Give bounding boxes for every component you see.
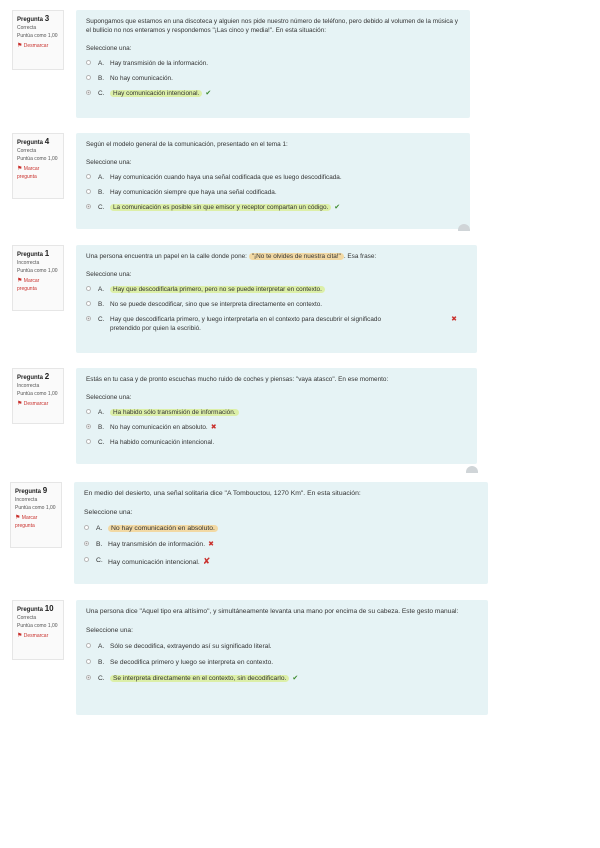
question-label: Pregunta [17, 252, 44, 258]
radio-button[interactable] [86, 301, 91, 306]
question-state: Incorrecta [17, 383, 40, 389]
answer-option-b[interactable] [86, 74, 460, 83]
answer-letter: B. [98, 301, 105, 308]
question-label: Pregunta [17, 140, 44, 146]
question-number: 4 [44, 137, 50, 146]
answer-text: Hay que descodificarla primero, y luego interpretarla en el contexto para descubrir el significado pretendido por quien la escribió. [110, 316, 382, 332]
question-number: 9 [42, 486, 48, 495]
question-text: Una persona encuentra un papel en la calle donde pone: "¡No te olvides de nuestra cita!" . Esa frase: [86, 253, 377, 260]
question-content [76, 10, 470, 118]
question-content [76, 245, 477, 353]
answer-letter: C. [96, 557, 103, 564]
radio-button[interactable] [86, 286, 91, 291]
question-4 [12, 133, 470, 229]
question-number: 10 [44, 604, 54, 613]
answer-letter: A. [96, 525, 103, 532]
radio-button[interactable] [86, 643, 91, 648]
answer-text: Hay transmisión de información. [108, 541, 206, 548]
flag-label: Desmarcar [23, 633, 49, 639]
answer-text: Hay que descodificarla primero, pero no se puede interpretar en contexto. [110, 286, 325, 293]
question-content [76, 600, 488, 715]
question-10 [12, 600, 488, 715]
radio-button-selected[interactable] [86, 204, 91, 209]
flag-icon: ⚑ [17, 633, 23, 639]
answer-option-c[interactable] [86, 438, 467, 447]
answer-text: Sólo se decodifica, extrayendo así su significado literal. [110, 643, 272, 650]
answer-text: Se interpreta directamente en el contexto, sin decodificarlo. [110, 675, 289, 682]
question-content [74, 482, 488, 584]
check-icon: ✔ [205, 90, 212, 97]
answer-text: Hay comunicación intencional. [110, 90, 202, 97]
flag-label: Marcar pregunta [17, 166, 40, 180]
answer-letter: A. [98, 286, 105, 293]
answer-option-a[interactable] [86, 59, 460, 68]
flag-label: Marcar pregunta [15, 515, 38, 529]
question-info [12, 368, 64, 424]
question-score: Puntúa como 1,00 [17, 33, 58, 39]
question-label: Pregunta [15, 489, 42, 495]
flag-label: Desmarcar [23, 401, 49, 407]
select-prompt: Seleccione una: [86, 394, 132, 401]
question-number: 1 [44, 249, 50, 258]
question-text: Una persona dice "Aquel tipo era altísimo", y simultáneamente levanta una mano por encima de su cabeza. Este gesto manual: [86, 608, 459, 615]
radio-button[interactable] [86, 189, 91, 194]
flag-toggle[interactable] [17, 277, 59, 293]
radio-button-selected[interactable] [84, 541, 89, 546]
radio-button[interactable] [86, 174, 91, 179]
question-state: Correcta [17, 25, 37, 31]
question-text: Supongamos que estamos en una discoteca y alguien nos pide nuestro número de teléfono, pero debido al volumen de la música y el bullicio no nos enteramos y respondemos "¡Las cinco y media!". En esta situación: [86, 18, 458, 34]
answer-option-c[interactable] [84, 556, 478, 568]
answer-option-c[interactable] [86, 674, 478, 684]
answer-text: Se decodifica primero y luego se interpreta en contexto. [110, 659, 274, 666]
select-prompt: Seleccione una: [86, 159, 132, 166]
question-9 [10, 482, 488, 584]
answer-letter: B. [98, 424, 105, 431]
question-text: Estás en tu casa y de pronto escuchas mucho ruido de coches y piensas: "vaya atasco". En ese momento: [86, 376, 389, 383]
answer-option-b[interactable] [84, 540, 478, 550]
answer-letter: C. [98, 439, 105, 446]
flag-icon: ⚑ [17, 278, 23, 284]
question-state: Correcta [17, 615, 37, 621]
select-prompt: Seleccione una: [86, 45, 132, 52]
radio-button[interactable] [86, 409, 91, 414]
answer-letter: C. [98, 316, 105, 323]
cross-icon: ✖ [208, 541, 214, 548]
answer-text: Ha habido comunicación intencional. [110, 439, 215, 446]
answer-text: No se puede descodificar, sino que se interpreta directamente en contexto. [110, 301, 323, 308]
radio-button-selected[interactable] [86, 316, 91, 321]
question-score: Puntúa como 1,00 [15, 505, 56, 511]
flag-icon: ⚑ [15, 515, 21, 521]
question-info [12, 133, 64, 199]
answer-text: Ha habido sólo transmisión de información. [110, 409, 239, 416]
question-number: 3 [44, 14, 50, 23]
answer-letter: A. [98, 643, 105, 650]
flag-toggle[interactable] [17, 42, 59, 50]
answer-letter: B. [98, 75, 105, 82]
question-text: En medio del desierto, una señal solitaria dice "A Tombouctou, 1270 Km". En esta situación: [84, 490, 361, 497]
answer-text: La comunicación es posible sin que emisor y receptor compartan un código. [110, 204, 331, 211]
question-number: 2 [44, 372, 50, 381]
answer-letter: B. [96, 541, 103, 548]
question-text: Según el modelo general de la comunicación, presentado en el tema 1: [86, 141, 288, 148]
answer-option-b[interactable] [86, 300, 467, 309]
check-icon: ✔ [334, 204, 341, 211]
flag-toggle[interactable] [15, 514, 57, 530]
answer-text: Hay transmisión de la información. [110, 60, 209, 67]
answer-option-b[interactable] [86, 423, 467, 432]
answer-text: No hay comunicación. [110, 75, 173, 82]
answer-text: Hay comunicación siempre que haya una señal codificada. [110, 189, 277, 196]
radio-button[interactable] [86, 60, 91, 65]
quoted-phrase: "¡No te olvides de nuestra cita!" [249, 253, 344, 260]
answer-text: No hay comunicación en absoluto. [108, 525, 218, 532]
answer-option-b[interactable] [86, 658, 478, 668]
answer-text: Hay comunicación intencional. [108, 559, 200, 566]
radio-button[interactable] [84, 557, 89, 562]
flag-icon: ⚑ [17, 43, 23, 49]
check-icon: ✔ [292, 675, 299, 682]
radio-button-selected[interactable] [86, 675, 91, 680]
question-score: Puntúa como 1,00 [17, 268, 58, 274]
answer-option-a[interactable] [86, 285, 467, 294]
answer-option-a[interactable] [86, 173, 460, 182]
answer-option-c[interactable] [86, 315, 467, 333]
select-prompt: Seleccione una: [86, 627, 133, 634]
question-state: Incorrecta [15, 497, 38, 503]
answer-option-a[interactable] [86, 408, 467, 417]
answer-letter: A. [98, 409, 105, 416]
answer-letter: A. [98, 174, 105, 181]
radio-button[interactable] [86, 659, 91, 664]
question-label: Pregunta [17, 17, 44, 23]
question-state: Correcta [17, 148, 37, 154]
answer-text: No hay comunicación en absoluto. [110, 424, 208, 431]
radio-button[interactable] [86, 439, 91, 444]
question-2 [12, 368, 477, 464]
question-info [12, 10, 64, 70]
scroll-indicator[interactable] [466, 466, 478, 473]
answer-option-c[interactable] [86, 89, 460, 98]
question-label: Pregunta [17, 375, 44, 381]
answer-letter: A. [98, 60, 105, 67]
scroll-indicator[interactable] [458, 224, 470, 231]
question-score: Puntúa como 1,00 [17, 391, 58, 397]
cross-icon: ✘ [202, 556, 211, 566]
answer-letter: B. [98, 189, 105, 196]
question-score: Puntúa como 1,00 [17, 623, 58, 629]
radio-button-selected[interactable] [86, 424, 91, 429]
flag-toggle[interactable] [17, 165, 59, 181]
flag-label: Desmarcar [23, 43, 49, 49]
flag-label: Marcar pregunta [17, 278, 40, 292]
radio-button[interactable] [84, 525, 89, 530]
question-3 [12, 10, 470, 118]
question-info [10, 482, 62, 548]
answer-text: Hay comunicación cuando haya una señal codificada que es luego descodificada. [110, 174, 342, 181]
answer-letter: C. [98, 90, 105, 97]
question-content [76, 133, 470, 229]
question-info [12, 600, 64, 660]
question-info [12, 245, 64, 311]
question-label: Pregunta [17, 607, 44, 613]
cross-icon: ✖ [210, 424, 217, 431]
radio-button[interactable] [86, 75, 91, 80]
cross-icon: ✖ [451, 316, 457, 323]
radio-button-selected[interactable] [86, 90, 91, 95]
question-state: Incorrecta [17, 260, 40, 266]
flag-toggle[interactable] [17, 400, 59, 408]
flag-toggle[interactable] [17, 632, 59, 640]
question-1 [12, 245, 477, 353]
flag-icon: ⚑ [17, 401, 23, 407]
flag-icon: ⚑ [17, 166, 23, 172]
answer-letter: B. [98, 659, 105, 666]
answer-letter: C. [98, 675, 105, 682]
question-score: Puntúa como 1,00 [17, 156, 58, 162]
answer-option-c[interactable] [86, 203, 460, 212]
answer-letter: C. [98, 204, 105, 211]
select-prompt: Seleccione una: [86, 271, 132, 278]
answer-option-a[interactable] [84, 524, 478, 534]
question-content [76, 368, 477, 464]
select-prompt: Seleccione una: [84, 509, 133, 516]
answer-option-a[interactable] [86, 642, 478, 652]
answer-option-b[interactable] [86, 188, 460, 197]
